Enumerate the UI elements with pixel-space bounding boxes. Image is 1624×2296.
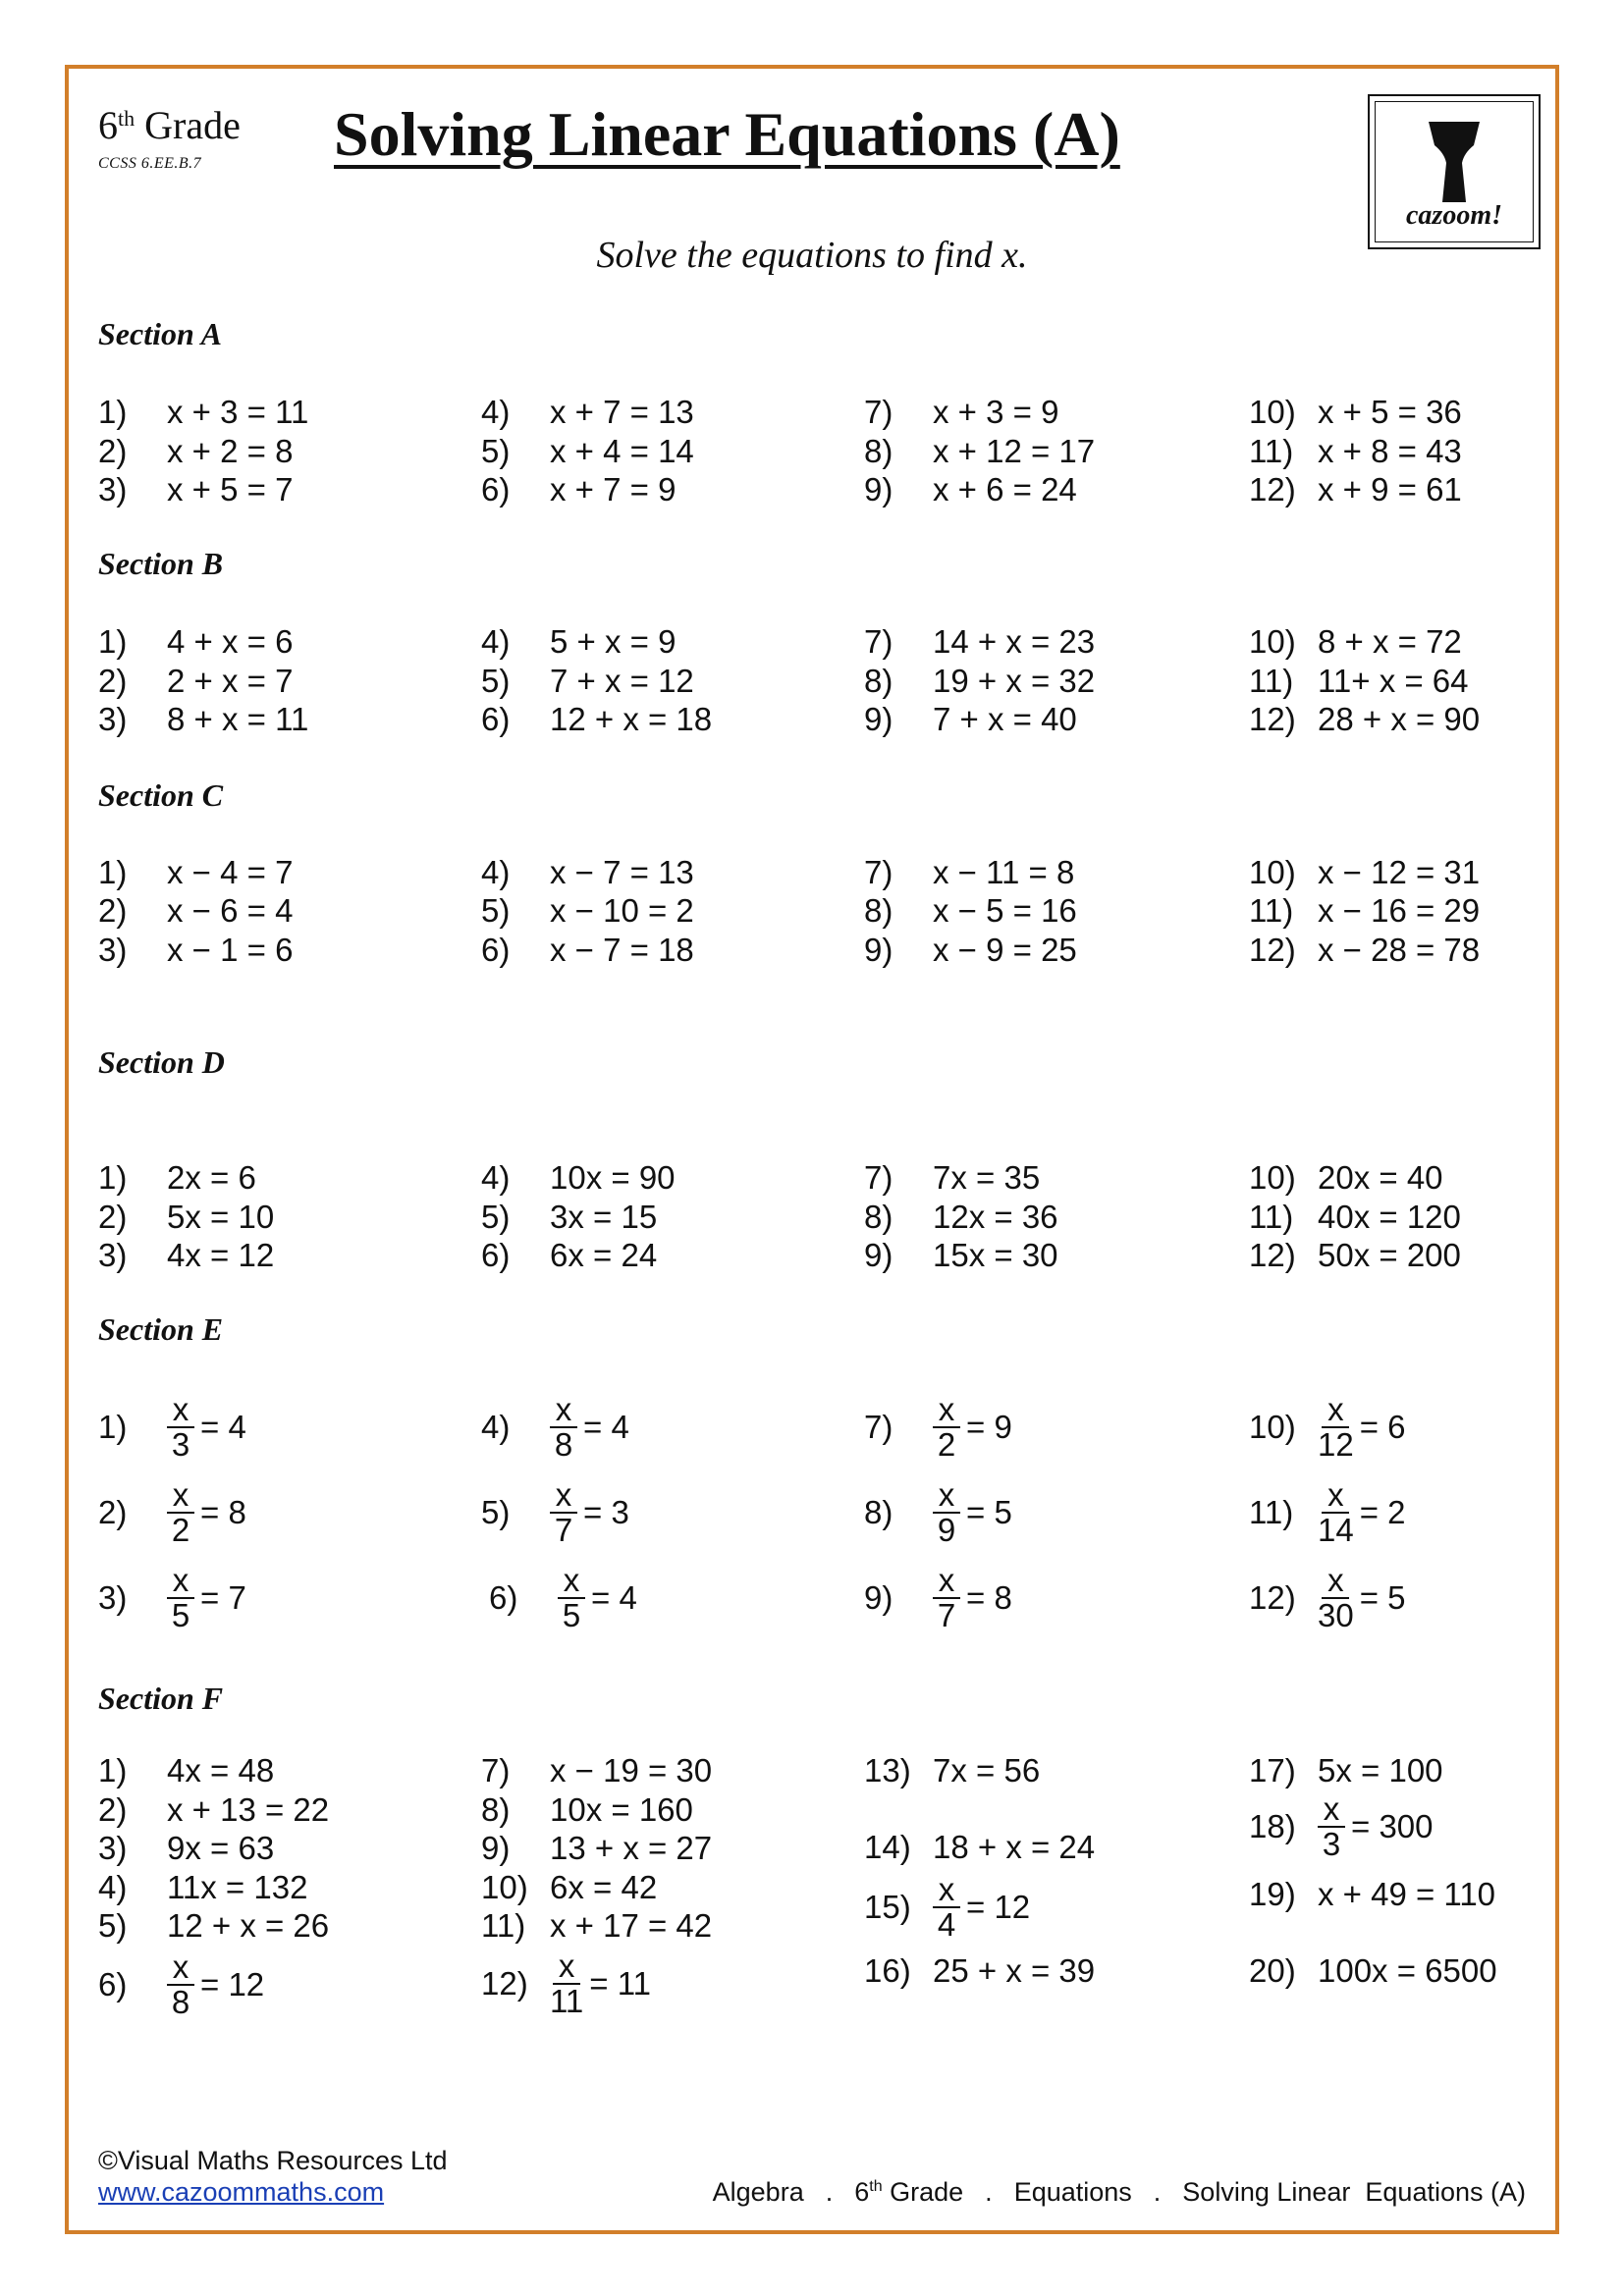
problem-item: 2) x + 13 = 22 <box>98 1791 330 1828</box>
problem-item: 11) 11+ x = 64 <box>1249 663 1469 699</box>
problem-item: 8) 19 + x = 32 <box>864 663 1096 699</box>
problem-item: 5) x + 4 = 14 <box>481 433 694 469</box>
problem-item: 7) $\frac{x}{2}$ = 9 <box>864 1391 1012 1463</box>
problem-item: 16) 25 + x = 39 <box>864 1952 1096 1989</box>
problem-item: 4) x + 7 = 13 <box>481 394 694 430</box>
problem-item: 11) 40x = 120 <box>1249 1199 1461 1235</box>
problem-item: 8) 10x = 160 <box>481 1791 693 1828</box>
problem-item: 5) 3x = 15 <box>481 1199 658 1235</box>
problem-item: 3) 9x = 63 <box>98 1830 275 1866</box>
problem-item: 7) x − 11 = 8 <box>864 854 1075 890</box>
problem-item: 10) x − 12 = 31 <box>1249 854 1481 890</box>
problem-item: 3) x − 1 = 6 <box>98 932 294 968</box>
problem-item: 8) $\frac{x}{9}$ = 5 <box>864 1476 1012 1548</box>
problem-item: 11) x − 16 = 29 <box>1249 892 1481 929</box>
problem-item: 13) 7x = 56 <box>864 1752 1041 1789</box>
page-title: Solving Linear Equations (A) <box>334 99 1120 169</box>
problem-item: 14) 18 + x = 24 <box>864 1829 1096 1865</box>
section-d-title: Section D <box>98 1044 225 1080</box>
section-e-title: Section E <box>98 1311 224 1347</box>
problem-item: 8) x − 5 = 16 <box>864 892 1077 929</box>
section-c-title: Section C <box>98 777 224 813</box>
problem-item: 4) 11x = 132 <box>98 1869 308 1905</box>
problem-item: 17) 5x = 100 <box>1249 1752 1443 1789</box>
problem-item: 20) 100x = 6500 <box>1249 1952 1497 1989</box>
problem-item: 15) $\frac{x}{4}$ = 12 <box>864 1871 1031 1943</box>
drum-icon <box>1427 120 1482 204</box>
crumb-subtopic: Equations <box>1013 2177 1132 2207</box>
problem-item: 12) $\frac{x}{11}$ = 11 <box>481 1948 651 2019</box>
problem-item: 10) $\frac{x}{12}$ = 6 <box>1249 1391 1406 1463</box>
section-a-title: Section A <box>98 316 222 351</box>
copyright: ©Visual Maths Resources Ltd <box>98 2146 448 2175</box>
problem-item: 3) 4x = 12 <box>98 1237 275 1273</box>
problem-item: 6) $\frac{x}{5}$ = 4 <box>489 1562 637 1633</box>
problem-item: 5) x − 10 = 2 <box>481 892 694 929</box>
breadcrumb: Algebra . 6th Grade . Equations . Solving Linear Equations (A) <box>712 2177 1526 2207</box>
problem-item: 11) x + 17 = 42 <box>481 1907 713 1944</box>
problem-item: 12) 28 + x = 90 <box>1249 701 1481 737</box>
problem-item: 7) x + 3 = 9 <box>864 394 1059 430</box>
problem-item: 1) $\frac{x}{3}$ = 4 <box>98 1391 246 1463</box>
problem-item: 10) 8 + x = 72 <box>1249 623 1462 660</box>
problem-item: 7) x − 19 = 30 <box>481 1752 713 1789</box>
problem-item: 11) $\frac{x}{14}$ = 2 <box>1249 1476 1406 1548</box>
problem-item: 4) 5 + x = 9 <box>481 623 677 660</box>
problem-item: 6) 12 + x = 18 <box>481 701 713 737</box>
crumb-grade: 6th Grade <box>854 2177 964 2207</box>
problem-item: 18) $\frac{x}{3}$ = 300 <box>1249 1790 1434 1862</box>
problem-item: 11) x + 8 = 43 <box>1249 433 1462 469</box>
problem-item: 1) x + 3 = 11 <box>98 394 309 430</box>
problem-item: 1) x − 4 = 7 <box>98 854 294 890</box>
problem-item: 2) x − 6 = 4 <box>98 892 294 929</box>
section-f-title: Section F <box>98 1681 224 1716</box>
problem-item: 9) x − 9 = 25 <box>864 932 1077 968</box>
problem-item: 3) 8 + x = 11 <box>98 701 309 737</box>
grade-label: 6th Grade <box>98 103 241 147</box>
problem-item: 3) x + 5 = 7 <box>98 471 294 507</box>
problem-item: 4) $\frac{x}{8}$ = 4 <box>481 1391 629 1463</box>
problem-item: 4) x − 7 = 13 <box>481 854 694 890</box>
crumb-topic: Algebra <box>712 2177 804 2207</box>
problem-item: 2) x + 2 = 8 <box>98 433 294 469</box>
problem-item: 6) $\frac{x}{8}$ = 12 <box>98 1949 265 2020</box>
problem-item: 6) x − 7 = 18 <box>481 932 694 968</box>
problem-item: 6) 6x = 24 <box>481 1237 658 1273</box>
problem-item: 2) 5x = 10 <box>98 1199 275 1235</box>
problem-item: 8) 12x = 36 <box>864 1199 1058 1235</box>
website-link-wrap <box>98 2177 384 2208</box>
problem-item: 6) x + 7 = 9 <box>481 471 677 507</box>
problem-item: 9) x + 6 = 24 <box>864 471 1077 507</box>
problem-item: 8) x + 12 = 17 <box>864 433 1096 469</box>
problem-item: 5) 7 + x = 12 <box>481 663 694 699</box>
problem-item: 9) 15x = 30 <box>864 1237 1058 1273</box>
problem-item: 4) 10x = 90 <box>481 1159 676 1196</box>
problem-item: 12) x − 28 = 78 <box>1249 932 1481 968</box>
website-link[interactable]: www.cazoommaths.com <box>98 2177 385 2207</box>
problem-item: 7) 7x = 35 <box>864 1159 1041 1196</box>
ccss-code: CCSS 6.EE.B.7 <box>98 155 202 172</box>
problem-item: 7) 14 + x = 23 <box>864 623 1096 660</box>
problem-item: 5) 12 + x = 26 <box>98 1907 330 1944</box>
problem-item: 1) 4x = 48 <box>98 1752 275 1789</box>
instructions: Solve the equations to find x. <box>596 235 1028 276</box>
problem-item: 2) $\frac{x}{2}$ = 8 <box>98 1476 246 1548</box>
problem-item: 2) 2 + x = 7 <box>98 663 294 699</box>
problem-item: 9) 7 + x = 40 <box>864 701 1077 737</box>
problem-item: 9) $\frac{x}{7}$ = 8 <box>864 1562 1012 1633</box>
section-b-title: Section B <box>98 546 224 581</box>
problem-item: 19) x + 49 = 110 <box>1249 1876 1496 1912</box>
problem-item: 1) 2x = 6 <box>98 1159 256 1196</box>
problem-item: 3) $\frac{x}{5}$ = 7 <box>98 1562 246 1633</box>
crumb-title: Solving Linear Equations (A) <box>1182 2177 1526 2207</box>
problem-item: 10) 6x = 42 <box>481 1869 658 1905</box>
logo-text: cazoom! <box>1406 200 1502 231</box>
problem-item: 9) 13 + x = 27 <box>481 1830 713 1866</box>
problem-item: 12) 50x = 200 <box>1249 1237 1461 1273</box>
problem-item: 12) $\frac{x}{30}$ = 5 <box>1249 1562 1406 1633</box>
problem-item: 10) 20x = 40 <box>1249 1159 1443 1196</box>
problem-item: 5) $\frac{x}{7}$ = 3 <box>481 1476 629 1548</box>
problem-item: 12) x + 9 = 61 <box>1249 471 1462 507</box>
problem-item: 10) x + 5 = 36 <box>1249 394 1462 430</box>
problem-item: 1) 4 + x = 6 <box>98 623 294 660</box>
cazoom-logo <box>1368 94 1541 249</box>
